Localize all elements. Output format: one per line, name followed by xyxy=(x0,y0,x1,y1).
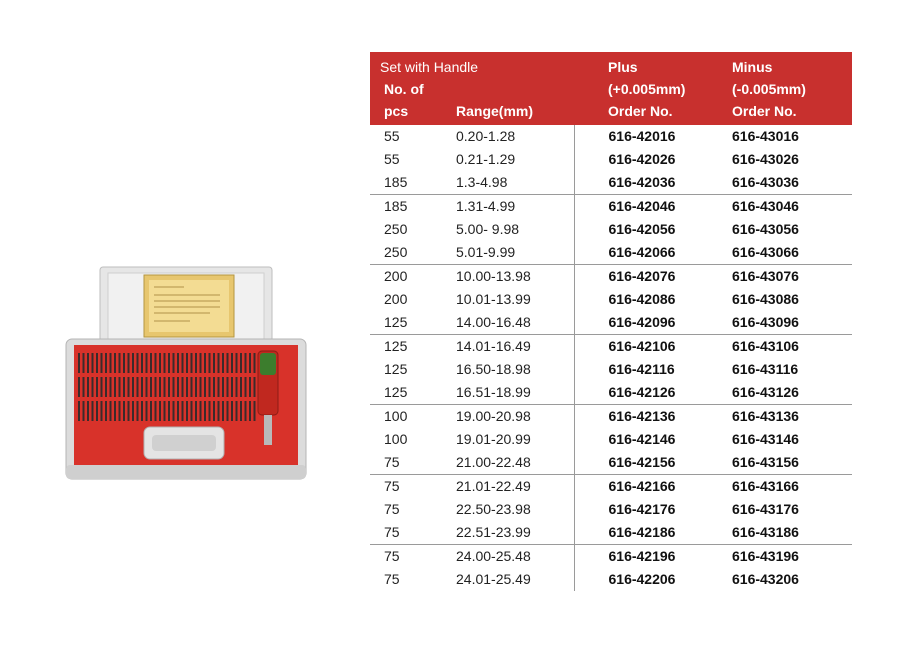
table-row xyxy=(370,568,852,591)
cell-minus-order: 616-43096 xyxy=(718,311,852,335)
cell-pcs: 75 xyxy=(384,571,400,587)
cell-minus-order: 616-43186 xyxy=(718,521,852,545)
cell-minus-order: 616-43086 xyxy=(732,291,799,307)
cell-minus-order: 616-43036 xyxy=(718,171,852,195)
cell-range: 5.00- 9.98 xyxy=(456,221,520,237)
table-row xyxy=(370,405,852,429)
cell-minus-order: 616-43106 xyxy=(732,338,799,354)
cell-plus-order: 616-42126 xyxy=(574,381,718,405)
header-minus xyxy=(718,52,852,100)
cell-range: 19.00-20.98 xyxy=(456,408,531,424)
cell-minus-order: 616-43116 xyxy=(732,361,799,377)
cell-plus-order: 616-42186 xyxy=(574,521,718,545)
order-table-container xyxy=(370,52,852,591)
cell-plus-order: 616-42036 xyxy=(574,171,718,195)
cell-range: 22.51-23.99 xyxy=(442,521,574,545)
cell-plus-order: 616-42166 xyxy=(574,475,718,499)
header-cell-left xyxy=(370,52,574,100)
header-pcs: pcs xyxy=(384,103,409,119)
header-pcs-line1: No. of xyxy=(384,81,424,97)
cell-pcs: 75 xyxy=(370,451,442,475)
table-row xyxy=(370,265,852,289)
table-row xyxy=(370,288,852,311)
table-row xyxy=(370,125,852,148)
cell-minus-order: 616-43126 xyxy=(718,381,852,405)
table-row xyxy=(370,195,852,219)
cell-plus-order: 616-42026 xyxy=(574,148,718,171)
cell-pcs: 75 xyxy=(370,521,442,545)
cell-pcs: 100 xyxy=(384,408,408,424)
cell-pcs: 55 xyxy=(384,151,400,167)
table-row xyxy=(370,475,852,499)
table-row xyxy=(370,498,852,521)
cell-pcs: 250 xyxy=(370,241,442,265)
cell-range: 5.01-9.99 xyxy=(442,241,574,265)
cell-range: 10.01-13.99 xyxy=(456,291,531,307)
cell-range: 0.20-1.28 xyxy=(456,128,516,144)
cell-pcs: 75 xyxy=(384,501,400,517)
cell-minus-order: 616-43176 xyxy=(732,501,799,517)
cell-plus-order: 616-42116 xyxy=(574,358,718,381)
cell-pcs: 185 xyxy=(384,198,408,214)
header-range: Range(mm) xyxy=(456,103,534,119)
cell-plus-order: 616-42056 xyxy=(574,218,718,241)
table-row xyxy=(370,148,852,171)
cell-pcs: 100 xyxy=(384,431,408,447)
cell-range: 16.50-18.98 xyxy=(456,361,531,377)
cell-plus-order: 616-42206 xyxy=(574,568,718,591)
table-row xyxy=(370,335,852,359)
cell-plus-order: 616-42046 xyxy=(574,195,718,219)
cell-range: 0.21-1.29 xyxy=(456,151,516,167)
table-row xyxy=(370,521,852,545)
cell-pcs: 125 xyxy=(384,338,408,354)
cell-plus-order: 616-42016 xyxy=(574,125,718,148)
cell-pcs: 250 xyxy=(384,221,408,237)
table-row xyxy=(370,241,852,265)
cell-plus-order: 616-42176 xyxy=(574,498,718,521)
table-row xyxy=(370,358,852,381)
table-row xyxy=(370,545,852,569)
cell-pcs: 200 xyxy=(384,268,408,284)
table-header-row-2 xyxy=(370,100,852,125)
order-table xyxy=(370,52,852,591)
cell-minus-order: 616-43156 xyxy=(718,451,852,475)
cell-minus-order: 616-43136 xyxy=(732,408,799,424)
table-header-row xyxy=(370,52,852,100)
cell-range: 19.01-20.99 xyxy=(456,431,531,447)
table-row xyxy=(370,311,852,335)
cell-plus-order: 616-42076 xyxy=(574,265,718,289)
cell-range: 21.00-22.48 xyxy=(442,451,574,475)
cell-range: 24.01-25.49 xyxy=(456,571,531,587)
cell-range: 10.00-13.98 xyxy=(456,268,531,284)
cell-plus-order: 616-42156 xyxy=(574,451,718,475)
table-row xyxy=(370,171,852,195)
cell-range: 22.50-23.98 xyxy=(456,501,531,517)
table-body xyxy=(370,125,852,591)
cell-minus-order: 616-43056 xyxy=(732,221,799,237)
cell-plus-order: 616-42196 xyxy=(574,545,718,569)
cell-minus-order: 616-43016 xyxy=(732,128,799,144)
pin-gauge-set-case-icon xyxy=(60,265,310,485)
cell-pcs: 75 xyxy=(384,548,400,564)
cell-range: 1.31-4.99 xyxy=(456,198,516,214)
cell-range: 21.01-22.49 xyxy=(456,478,531,494)
cell-minus-order: 616-43146 xyxy=(732,431,799,447)
cell-pcs: 185 xyxy=(370,171,442,195)
cell-range: 16.51-18.99 xyxy=(442,381,574,405)
cell-range: 14.01-16.49 xyxy=(456,338,531,354)
cell-minus-order: 616-43066 xyxy=(718,241,852,265)
header-minus-order: Order No. xyxy=(732,103,797,119)
table-row xyxy=(370,218,852,241)
cell-pcs: 125 xyxy=(384,361,408,377)
table-row xyxy=(370,381,852,405)
table-caption: Set with Handle xyxy=(380,59,479,75)
cell-pcs: 125 xyxy=(370,311,442,335)
cell-range: 24.00-25.48 xyxy=(456,548,531,564)
cell-minus-order: 616-43206 xyxy=(732,571,799,587)
table-row xyxy=(370,428,852,451)
cell-plus-order: 616-42146 xyxy=(574,428,718,451)
cell-range: 1.3-4.98 xyxy=(442,171,574,195)
cell-minus-order: 616-43046 xyxy=(732,198,799,214)
header-minus-line2: (-0.005mm) xyxy=(732,81,806,97)
cell-plus-order: 616-42096 xyxy=(574,311,718,335)
cell-plus-order: 616-42086 xyxy=(574,288,718,311)
cell-plus-order: 616-42136 xyxy=(574,405,718,429)
header-plus-order: Order No. xyxy=(608,103,673,119)
header-plus-line1: Plus xyxy=(608,59,638,75)
cell-pcs: 200 xyxy=(384,291,408,307)
table-row xyxy=(370,451,852,475)
cell-range: 14.00-16.48 xyxy=(442,311,574,335)
cell-plus-order: 616-42066 xyxy=(574,241,718,265)
product-photo xyxy=(60,265,310,485)
header-plus-line2: (+0.005mm) xyxy=(608,81,686,97)
header-minus-line1: Minus xyxy=(732,59,773,75)
cell-pcs: 55 xyxy=(384,128,400,144)
cell-pcs: 125 xyxy=(370,381,442,405)
cell-minus-order: 616-43196 xyxy=(732,548,799,564)
header-plus xyxy=(574,52,718,100)
cell-minus-order: 616-43026 xyxy=(732,151,799,167)
cell-pcs: 75 xyxy=(384,478,400,494)
cell-plus-order: 616-42106 xyxy=(574,335,718,359)
cell-minus-order: 616-43076 xyxy=(732,268,799,284)
cell-minus-order: 616-43166 xyxy=(732,478,799,494)
